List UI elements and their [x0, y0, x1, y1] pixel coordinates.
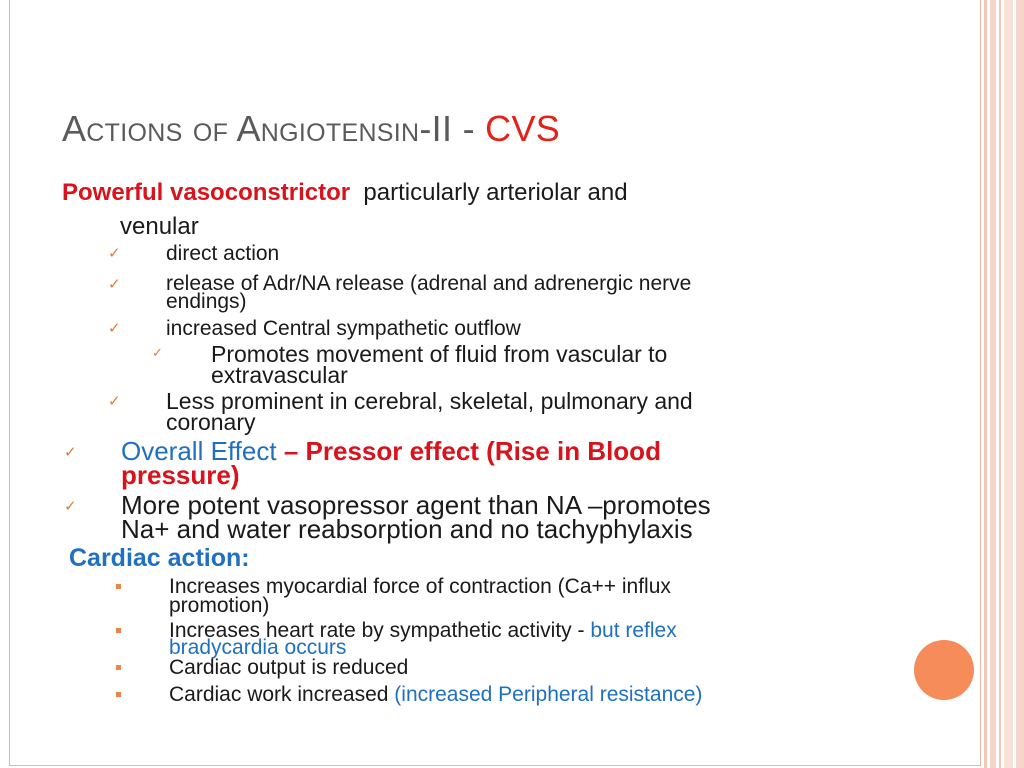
decor-stripe — [984, 0, 987, 768]
slide-title — [62, 108, 560, 150]
overall-label: Overall Effect — [121, 436, 277, 466]
square-bullet-icon — [116, 584, 121, 589]
cardiac-item-text: Cardiac work increased — [169, 683, 389, 706]
title-accent: CVS — [485, 108, 561, 149]
square-bullet-icon — [116, 665, 121, 670]
decor-stripe — [999, 0, 1001, 768]
decor-stripe — [1004, 0, 1013, 768]
title-main: Actions of Angiotensin-II - — [62, 108, 475, 149]
sub-item-cont: extravascular — [211, 362, 348, 388]
decor-circle — [914, 640, 974, 700]
cardiac-item: Cardiac output is reduced — [169, 656, 409, 679]
less-item-cont: coronary — [166, 409, 256, 435]
check-icon: ✓ — [152, 345, 163, 360]
cardiac-item-cont: bradycardia occurs — [169, 636, 347, 659]
potent-item-cont: Na+ and water reabsorption and no tachyphylaxis — [121, 514, 693, 544]
square-bullet-icon — [116, 628, 121, 633]
mech-item: release of Adr/NA release (adrenal and adrenergic nerve — [166, 272, 692, 295]
intro-cont: venular — [120, 213, 199, 240]
mech-item: direct action — [166, 242, 280, 265]
check-icon: ✓ — [108, 245, 121, 262]
check-icon: ✓ — [64, 444, 77, 461]
cardiac-item-cont: promotion) — [169, 594, 270, 617]
cardiac-heading: Cardiac action: — [69, 544, 250, 572]
intro-rest: particularly arteriolar and — [363, 179, 628, 206]
decor-stripe — [1016, 0, 1024, 768]
cardiac-item-highlight: but reflex — [590, 619, 677, 642]
intro-strong: Powerful vasoconstrictor — [62, 179, 351, 206]
overall-effect-cont: pressure) — [121, 460, 240, 490]
less-item: Less prominent in cerebral, skeletal, pulmonary and — [166, 388, 693, 414]
check-icon: ✓ — [64, 498, 77, 515]
check-icon: ✓ — [108, 393, 121, 410]
check-icon: ✓ — [108, 320, 121, 337]
cardiac-item: Increases myocardial force of contraction (Ca++ influx — [169, 575, 671, 598]
cardiac-item — [169, 684, 702, 705]
sub-item: Promotes movement of fluid from vascular to — [211, 341, 668, 367]
cardiac-item-highlight: (increased Peripheral resistance) — [394, 683, 703, 706]
overall-effect-text: Pressor effect (Rise in Blood — [305, 436, 661, 466]
overall-dash: – — [283, 436, 299, 466]
mech-item: increased Central sympathetic outflow — [166, 317, 521, 340]
decor-stripe — [990, 0, 996, 768]
square-bullet-icon — [116, 692, 121, 697]
mech-item-cont: endings) — [166, 290, 247, 313]
intro-line — [62, 181, 628, 205]
potent-item: More potent vasopressor agent than NA –promotes — [121, 490, 711, 520]
check-icon: ✓ — [108, 276, 121, 293]
cardiac-item-text: Increases heart rate by sympathetic activity - — [169, 619, 585, 642]
